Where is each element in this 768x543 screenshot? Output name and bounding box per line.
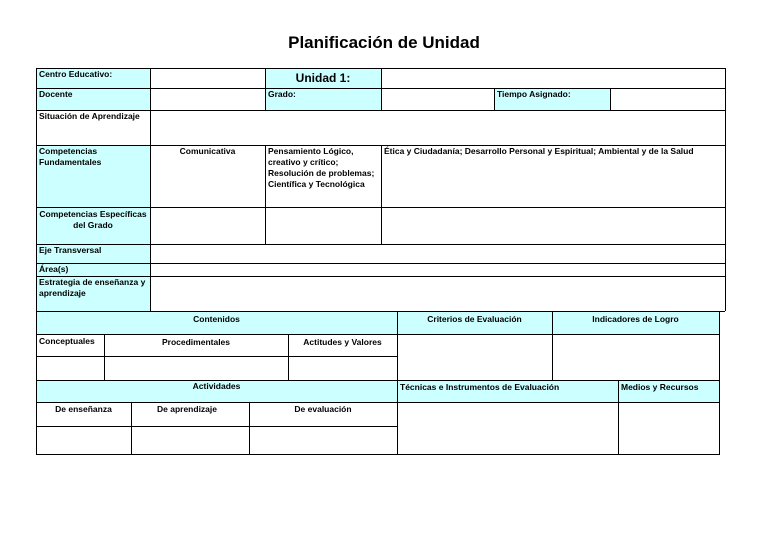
field-estrategia[interactable] [150,276,725,311]
rule [288,334,289,380]
field-areas[interactable] [150,263,725,276]
rule [552,311,553,380]
field-competencias-especificas-3[interactable] [381,207,725,244]
rule [725,68,726,311]
field-competencias-especificas-1[interactable] [150,207,265,244]
field-docente[interactable] [150,88,265,110]
label-tiempo-asignado: Tiempo Asignado: [494,88,610,110]
rule [397,311,398,454]
field-situacion-aprendizaje[interactable] [150,110,725,145]
rule [36,68,37,311]
label-competencias-fundamentales: Competencias Fundamentales [36,145,150,207]
field-de-ensenanza[interactable] [36,426,131,454]
field-conceptuales[interactable] [36,356,104,380]
rule [36,244,725,245]
subheader-conceptuales: Conceptuales [39,336,95,346]
header-tecnicas-instrumentos: Técnicas e Instrumentos de Evaluación [397,380,618,402]
label-situacion-aprendizaje: Situación de Aprendizaje [39,111,140,121]
competencia-etica: Ética y Ciudadanía; Desarrollo Personal y Espiritual; Ambiental y de la Salud [384,146,694,156]
rule [36,311,37,454]
subheader-actitudes-valores: Actitudes y Valores [303,337,382,347]
rule [265,145,266,244]
subheader-de-aprendizaje: De aprendizaje [157,404,217,414]
rule [36,276,725,277]
field-de-aprendizaje[interactable] [131,426,249,454]
header-actividades: Actividades [36,380,397,402]
field-actitudes-valores[interactable] [288,356,397,380]
field-tiempo-asignado[interactable] [610,88,725,110]
rule [150,68,151,311]
rule [719,311,720,454]
label-centro-educativo: Centro Educativo: [36,68,150,88]
rule [381,68,382,110]
field-competencias-especificas-2[interactable] [265,207,381,244]
rule [36,426,397,427]
competencia-pensamiento: Pensamiento Lógico, creativo y crítico; Resolución de problemas; Científica y Tecnológica [268,146,375,189]
header-criterios-evaluacion: Criterios de Evaluación [397,311,552,334]
field-criterios-evaluacion[interactable] [397,334,552,380]
label-eje-transversal: Eje Transversal [36,244,150,263]
label-unidad: Unidad 1: [265,68,381,88]
rule [381,145,382,244]
label-docente: Docente [36,88,150,110]
rule [249,402,250,454]
rule [131,402,132,454]
rule [265,68,266,110]
field-centro-educativo[interactable] [150,68,265,88]
rule [36,263,725,264]
rule [36,454,720,455]
header-medios-recursos: Medios y Recursos [618,380,719,402]
rule [618,380,619,454]
header-contenidos: Contenidos [36,311,397,334]
field-tecnicas-instrumentos[interactable] [397,402,618,454]
rule [36,334,720,335]
rule [36,110,725,111]
rule [36,311,725,312]
subheader-procedimentales: Procedimentales [161,337,231,347]
field-procedimentales[interactable] [104,356,288,380]
field-grado[interactable] [381,88,494,110]
rule [610,88,611,110]
label-estrategia: Estrategia de enseñanza y aprendizaje [36,276,150,311]
rule [104,334,105,380]
field-eje-transversal[interactable] [150,244,725,263]
field-medios-recursos[interactable] [618,402,719,454]
label-competencias-especificas: Competencias Específicas del Grado [36,207,150,244]
label-areas: Área(s) [36,263,150,276]
rule [494,88,495,110]
field-unidad[interactable] [381,68,725,88]
label-grado: Grado: [265,88,381,110]
field-de-evaluacion[interactable] [249,426,397,454]
rule [36,356,397,357]
header-indicadores-logro: Indicadores de Logro [552,311,719,334]
field-indicadores-logro[interactable] [552,334,719,380]
page-title: Planificación de Unidad [288,33,480,52]
subheader-de-evaluacion: De evaluación [294,404,352,414]
subheader-de-ensenanza: De enseñanza [55,404,112,414]
competencia-comunicativa: Comunicativa [179,146,236,156]
